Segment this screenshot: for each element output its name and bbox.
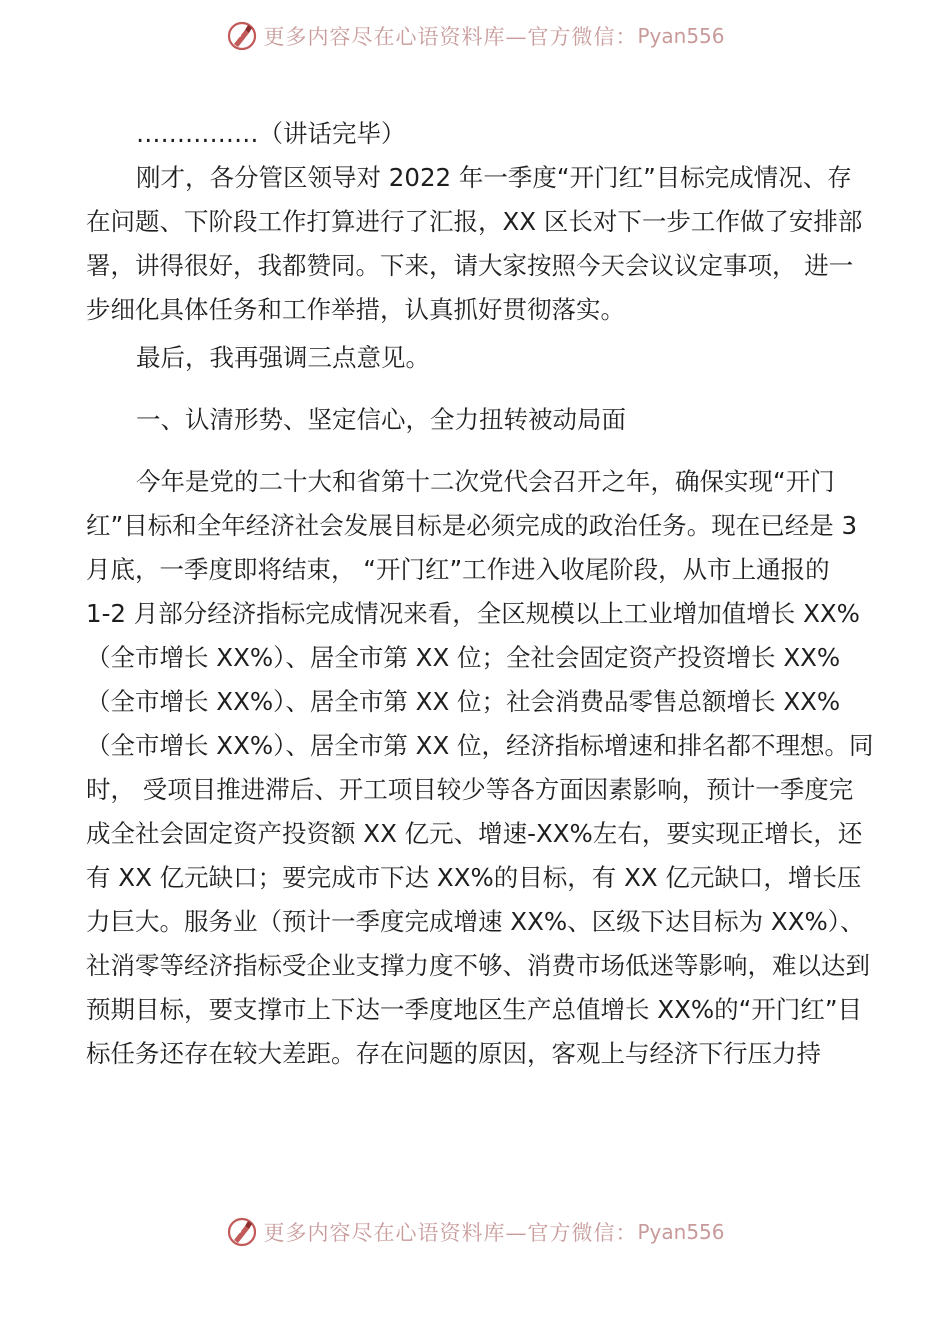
- paragraph-situation: 今年是党的二十大和省第十二次党代会召开之年，确保实现“开门红”目标和全年经济社会发展目标是必须完成的政治任务。现在已经是 3 月底，一季度即将结束， “开门红”工作进入收尾阶段，从市上通报的: [86, 467, 858, 584]
- watermark-text: 更多内容尽在心语资料库—官方微信：: [263, 1221, 638, 1245]
- section-heading-1: 一、认清形势、坚定信心，全力扭转被动局面: [136, 405, 626, 434]
- watermark-text: 更多内容尽在心语资料库—官方微信：: [263, 25, 638, 49]
- speech-end-line: ……………（讲话完毕）: [136, 119, 406, 148]
- pen-logo-icon: [225, 19, 259, 53]
- paragraph-indicators: 1-2 月部分经济指标完成情况来看，全区规模以上工业增加值增长 XX%（全市增长 XX%）、居全市第 XX 位；全社会固定资产投资增长 XX%（全市增长 XX%）、居全市第 XX 位；社会消费品零售总额增长 XX%（全市增长 XX%）、居全市第 XX 位，经济指标增速和排名都不理想。同时， 受项目推进滞后、开工项目较少等各方面因素影响，预计一季度完成全社会固定资产投资额 XX 亿元、增速-XX%左右，要实现正增长，还有 XX 亿元缺口；要完成市下达 XX%的目标，有 XX 亿元缺口，增长压力巨大。服务业（预计一季度完成增速 XX%、区级下达目标为 XX%）、社消零等经济指标受企业支撑力度不够、消费市场低迷等影响，难以达到预期目标，要支撑市上下达一季度地区生产总值增长 XX%的“开门红”目标任务还存在较大差距。存在问题的原因，客观上与经济下行压力持: [86, 599, 874, 1068]
- paragraph-emphasis-intro: 最后，我再强调三点意见。: [136, 343, 430, 372]
- pen-logo-icon: [225, 1215, 259, 1249]
- watermark-wechat-id: Pyan556: [637, 24, 725, 48]
- paragraph-summary: 刚才，各分管区领导对 2022 年一季度“开门红”目标完成情况、存在问题、下阶段工作打算进行了汇报，XX 区长对下一步工作做了安排部署，讲得很好，我都赞同。下来，请大家按照今天会议议定事项， 进一步细化具体任务和工作举措，认真抓好贯彻落实。: [86, 163, 863, 324]
- footer-watermark: [0, 1210, 950, 1254]
- header-watermark: [0, 14, 950, 58]
- watermark-wechat-id: Pyan556: [637, 1220, 725, 1244]
- document-body: [86, 112, 876, 1076]
